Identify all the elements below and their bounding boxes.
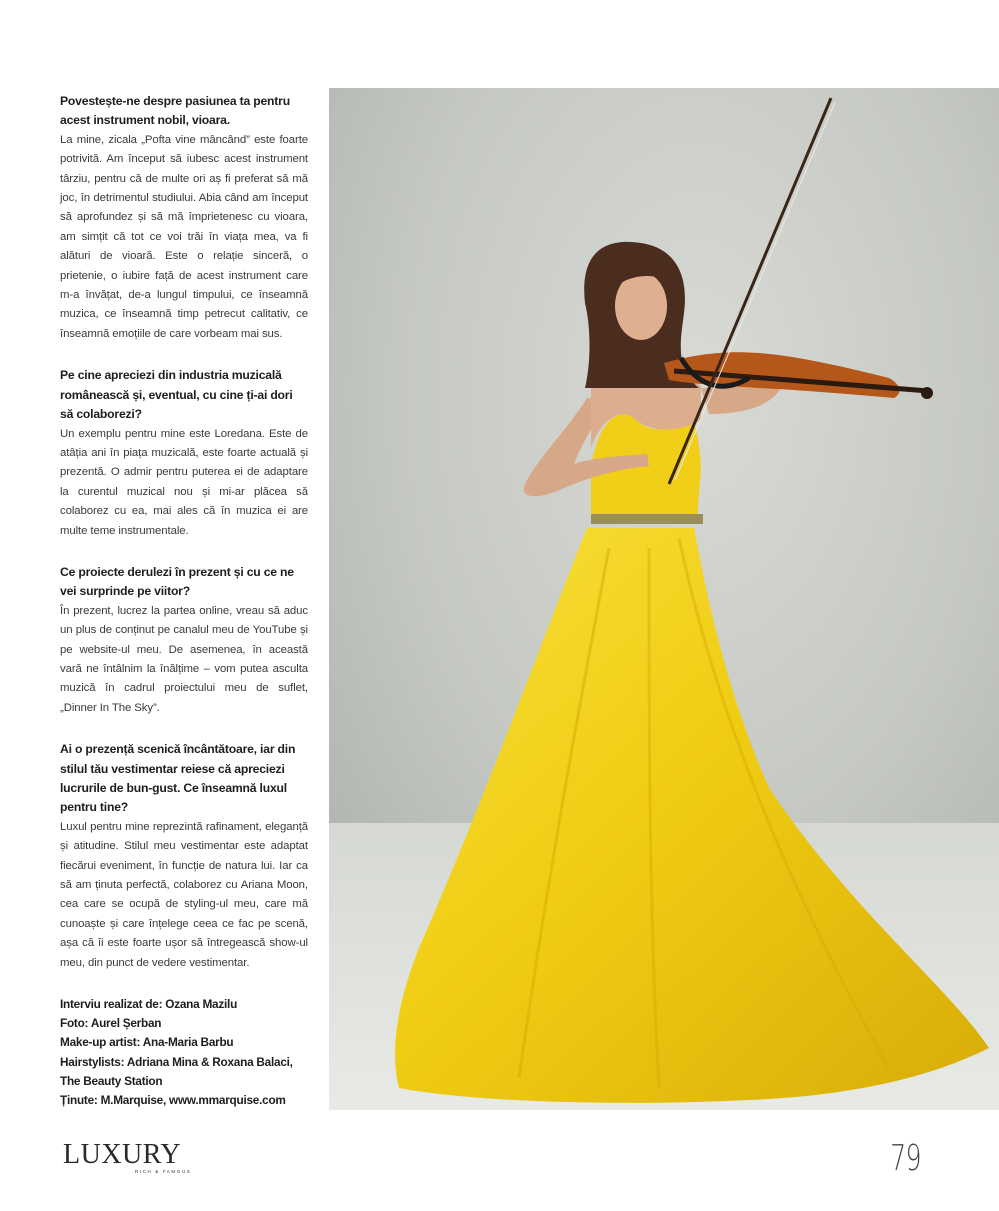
question-3: Ce proiecte derulezi în prezent și cu ce ne vei surprinde pe viitor? bbox=[60, 564, 294, 599]
credit-makeup: Make-up artist: Ana-Maria Barbu bbox=[60, 1035, 234, 1050]
logo-tagline: RICH & FAMOUS bbox=[135, 1169, 192, 1174]
credit-interviewer: Interviu realizat de: Ozana Mazilu bbox=[60, 997, 238, 1012]
qa-block-3 bbox=[60, 563, 308, 718]
credit-salon: The Beauty Station bbox=[60, 1073, 163, 1088]
question-2: Pe cine apreciezi din industria muzicală românească și, eventual, cu cine ți-ai dori să colaborezi? bbox=[60, 368, 293, 422]
qa-block-1 bbox=[60, 92, 308, 344]
logo-wordmark: LUXURY bbox=[63, 1139, 182, 1170]
answer-4: Luxul pentru mine reprezintă rafinament, eleganță și atitudine. Stilul meu vestimentar este adaptat fiecărui eveniment, în funcție de natura lui. Iar ca să am ținuta perfectă, colaborez cu Ariana Moon, cea care se ocupă de styling-ul meu, care mă cunoaște și care înțelege ceea ce fac pe scenă, așa că îi este foarte ușor să întregească show-ul meu, din punct de vedere vestimentar. bbox=[60, 820, 308, 969]
credit-photographer: Foto: Aurel Șerban bbox=[60, 1016, 162, 1031]
answer-3: În prezent, lucrez la partea online, vreau să aduc un plus de conținut pe canalul meu de YouTube și pe website-ul meu. De asemenea, în această vară ne întâlnim la înălțime – vom putea asculta muzică în cadrul proiectului meu de suflet, „Dinner In The Sky”. bbox=[60, 604, 308, 714]
credit-hairstylists: Hairstylists: Adriana Mina & Roxana Balaci, bbox=[60, 1054, 293, 1069]
qa-block-4 bbox=[60, 740, 308, 973]
answer-2: Un exemplu pentru mine este Loredana. Este de atâția ani în piața muzicală, este foarte actuală și prezentă. O admir pentru puterea ei de adaptare la curentul muzical nou și mi-ar plăcea să colaborez cu ea, mai ales că în muzica ei are multe teme instrumentale. bbox=[60, 427, 308, 537]
violinist-photo bbox=[329, 88, 999, 1110]
question-1: Povestește-ne despre pasiunea ta pentru acest instrument nobil, vioara. bbox=[60, 94, 290, 128]
luxury-logo bbox=[63, 1140, 193, 1180]
page-number: 79 bbox=[890, 1138, 921, 1179]
credits bbox=[60, 995, 308, 1110]
credit-outfits: Ținute: M.Marquise, www.mmarquise.com bbox=[60, 1093, 286, 1108]
question-4: Ai o prezență scenică încântătoare, iar din stilul tău vestimentar reiese că apreciezi lucrurile de bun-gust. Ce înseamnă luxul pentru tine? bbox=[60, 742, 296, 815]
article-column bbox=[60, 92, 308, 1110]
qa-block-2 bbox=[60, 366, 308, 541]
answer-1: La mine, zicala „Pofta vine mâncând” este foarte potrivită. Am început să iubesc acest instrument târziu, pentru că de multe ori aș fi preferat să mă joc, în detrimentul studiului. Abia când am început să aprofundez și să mă împrietenesc cu vioara, am simțit că tot ce voi trăi în viața mea, va fi alături de vioară. Este o relație sinceră, o prietenie, o iubire față de acest instrument care m-a învățat, de-a lungul timpului, ce înseamnă muzica, ce înseamnă timp petrecut calitativ, ce înseamnă emoțiile de care vorbeam mai sus. bbox=[60, 133, 308, 340]
